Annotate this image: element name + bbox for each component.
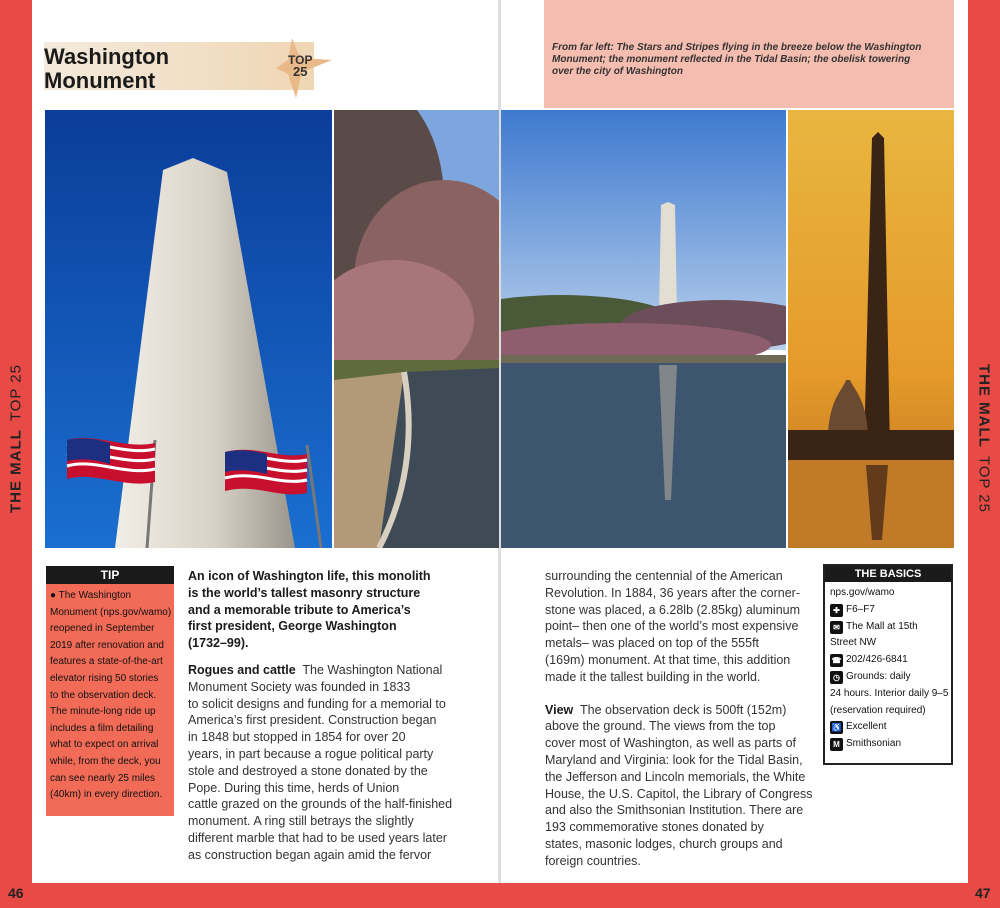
page-number-left: 46 (8, 885, 24, 901)
right-section-label (976, 289, 993, 589)
tip-line: includes a film detailing (50, 722, 154, 734)
tip-line: The minute-long ride up (50, 706, 156, 718)
body-line: above the ground. The views from the top (545, 719, 776, 734)
body-line: years, in part because a rogue political party (188, 746, 434, 761)
sub-heading-view: View (545, 702, 574, 717)
body-paragraph-1 (188, 679, 488, 864)
lead-line: is the world’s tallest masonry structure (188, 585, 421, 600)
body-line: point– then one of the world’s most expensive (545, 619, 799, 634)
tip-line: while, from the deck, you (50, 755, 161, 767)
article-column-2 (545, 568, 815, 870)
basics-metro: M Smithsonian (830, 736, 952, 753)
basics-hours-cont: 24 hours. Interior daily 9–5 (830, 687, 949, 699)
tip-line: reopened in September (50, 623, 155, 635)
basics-address-cont: Street NW (830, 637, 877, 649)
metro-icon: M (830, 738, 843, 751)
wheelchair-icon: ♿ (831, 723, 842, 733)
photo-monument-sunset (788, 110, 954, 548)
basics-heading: THE BASICS (825, 566, 951, 582)
photo-tidal-basin-path (334, 110, 499, 548)
body-line: (169m) monument. At that time, this addition (545, 652, 791, 667)
page-number-right: 47 (975, 885, 991, 901)
section-name: THE MALL (7, 429, 25, 513)
photo-monument-reflection (501, 110, 786, 548)
body-line: The observation deck is 500ft (152m) (580, 702, 787, 717)
basics-access: ♿ Excellent (831, 721, 887, 733)
basics-address: ✉ The Mall at 15th (830, 619, 952, 636)
body-line: monument. A ring still betrays the slightly (188, 814, 414, 829)
lead-line: (1732–99). (188, 636, 249, 651)
body-line: Monument Society was founded in 1833 (188, 679, 411, 694)
lead-line: An icon of Washington life, this monolith (188, 569, 431, 583)
left-section-label (8, 289, 25, 589)
bottom-bar (0, 883, 1000, 908)
section-sub: TOP 25 (7, 364, 25, 422)
tip-heading: TIP (46, 566, 174, 584)
tip-line: (40km) in every direction. (50, 789, 163, 801)
basics-hours-note: (reservation required) (830, 704, 926, 716)
body-line: as construction began again amid the fervor (188, 847, 432, 862)
body-line: to solicit designs and funding for a memorial to (188, 696, 446, 711)
basics-phone: ☎ 202/426-6841 (831, 654, 908, 666)
tip-line: elevator rising 50 stories (50, 672, 159, 684)
body-line: America’s first president. Construction began (188, 713, 437, 728)
tip-line: Monument (nps.gov/wamo) (50, 606, 172, 618)
tip-line: what to expect on arrival (50, 739, 159, 751)
phone-icon: ☎ (831, 656, 842, 666)
body-line: Maryland and Virginia: look for the Tidal Basin, (545, 752, 803, 767)
body-line: different marble that had to be used years later (188, 830, 447, 845)
basics-grid: ✚ F6–F7 (830, 602, 952, 619)
section-sub: TOP 25 (975, 455, 993, 513)
body-paragraph-2 (545, 568, 815, 686)
top25-badge: TOP 25 (288, 53, 313, 79)
body-line: made it the tallest building in the world. (545, 669, 761, 684)
section-name: THE MALL (975, 364, 993, 448)
lead-paragraph (188, 568, 488, 652)
tip-line: features a state-of-the-art (50, 656, 163, 668)
basics-hours: ◷ Grounds: daily (830, 669, 952, 686)
body-line: the Jefferson and Lincoln memorials, the White (545, 769, 806, 784)
photo-monument-flags (45, 110, 332, 548)
sub-heading-rogues: Rogues and cattle (188, 662, 296, 677)
basics-details (830, 585, 952, 753)
tip-line: ● The Washington (50, 590, 132, 601)
body-line: in 1848 but stopped in 1854 for over 20 (188, 730, 406, 745)
basics-website[interactable]: nps.gov/wamo (830, 587, 895, 598)
photo-caption: From far left: The Stars and Stripes flying in the breeze below the Washington Monument; the monument reflected in the Tidal Basin; the obelisk towering over the city of Washington (552, 42, 922, 77)
map-grid-icon: ✚ (830, 604, 843, 617)
address-icon: ✉ (830, 621, 843, 634)
body-line: stone was placed, a 6.28lb (2.85kg) aluminum (545, 602, 801, 617)
tip-text (50, 588, 172, 804)
body-line: cattle grazed on the grounds of the half-finished (188, 797, 453, 812)
body-line: and also the Smithsonian Institution. There are (545, 803, 804, 818)
body-line: metals– was placed on top of the 555ft (545, 636, 760, 651)
tip-line: can see nearly 25 miles (50, 772, 156, 784)
lead-line: and a memorable tribute to America’s (188, 602, 411, 617)
clock-icon: ◷ (830, 671, 843, 684)
lead-line: first president, George Washington (188, 619, 397, 634)
body-line: foreign countries. (545, 853, 641, 868)
body-line: surrounding the centennial of the American (545, 569, 783, 583)
body-line: states, masonic lodges, church groups and (545, 836, 783, 851)
article-column-1 (188, 568, 488, 864)
body-line: House, the U.S. Capitol, the Library of Congress (545, 786, 813, 801)
body-line: 193 commemorative stones donated by (545, 820, 764, 835)
tip-line: 2019 after renovation and (50, 639, 164, 651)
body-line: Revolution. In 1884, 36 years after the corner- (545, 585, 801, 600)
body-line: Pope. During this time, herds of Union (188, 780, 400, 795)
body-line: The Washington National (302, 662, 443, 677)
body-paragraph-3 (545, 718, 815, 869)
body-line: stole and destroyed a stone donated by the (188, 763, 428, 778)
body-line: cover most of Washington, as well as parts of (545, 736, 797, 751)
tip-line: to the observation deck. (50, 689, 157, 701)
page-title: Washington Monument (44, 44, 170, 93)
